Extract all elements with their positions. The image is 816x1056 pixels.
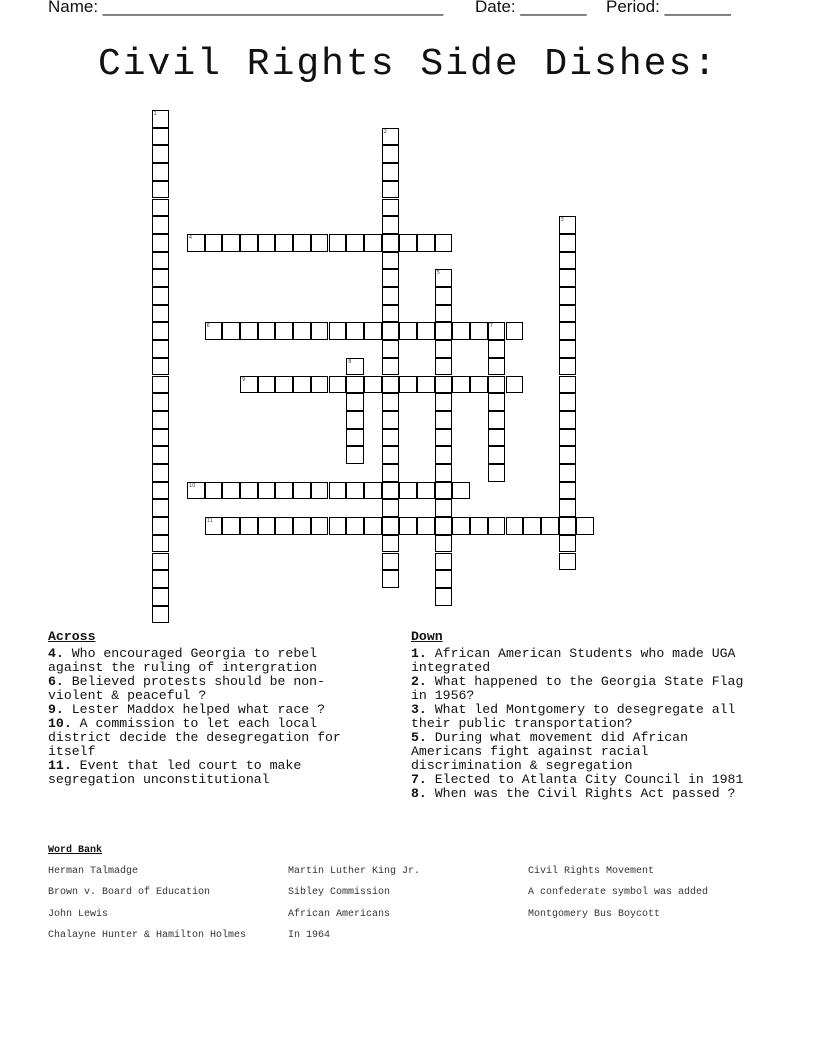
crossword-cell[interactable] [152, 145, 170, 163]
crossword-cell[interactable] [559, 287, 577, 305]
across-clues [48, 630, 370, 787]
cell-number: 11 [206, 518, 213, 525]
down-clue [411, 787, 756, 801]
crossword-cell[interactable] [311, 234, 329, 252]
word-bank-item: African Americans [288, 909, 391, 920]
crossword-cell[interactable] [382, 358, 400, 376]
crossword-cell[interactable] [435, 393, 453, 411]
crossword-cell[interactable] [152, 535, 170, 553]
crossword-cell[interactable] [382, 269, 400, 287]
word-bank-title: Word Bank [48, 845, 103, 856]
crossword-cell[interactable] [399, 234, 417, 252]
crossword-cell[interactable] [152, 446, 170, 464]
crossword-cell[interactable] [152, 322, 170, 340]
clue-text: A commission to let each local district decide the desegregation for itself [48, 716, 341, 759]
crossword-cell[interactable] [382, 163, 400, 181]
crossword-cell[interactable] [488, 340, 506, 358]
crossword-cell[interactable] [275, 322, 293, 340]
down-clue [411, 647, 756, 675]
date-field[interactable]: Date: _______ [475, 0, 587, 16]
crossword-cell[interactable] [417, 482, 435, 500]
crossword-cell[interactable] [559, 376, 577, 394]
crossword-cell[interactable] [382, 517, 400, 535]
crossword-cell[interactable] [435, 570, 453, 588]
clue-text: Who encouraged Georgia to rebel against the ruling of intergration [48, 646, 318, 675]
crossword-cell[interactable] [152, 305, 170, 323]
crossword-cell[interactable] [382, 145, 400, 163]
crossword-cell[interactable] [559, 234, 577, 252]
crossword-cell[interactable] [382, 535, 400, 553]
crossword-cell[interactable] [382, 499, 400, 517]
word-bank-item: A confederate symbol was added [528, 887, 709, 898]
crossword-cell[interactable] [435, 322, 453, 340]
crossword-cell[interactable] [399, 322, 417, 340]
crossword-cell[interactable] [275, 376, 293, 394]
crossword-cell[interactable] [152, 181, 170, 199]
page-title: Civil Rights Side Dishes: [97, 43, 719, 86]
word-bank-item: Montgomery Bus Boycott [528, 909, 661, 920]
crossword-cell[interactable] [346, 446, 364, 464]
crossword-cell[interactable] [222, 322, 240, 340]
crossword-cell[interactable] [222, 234, 240, 252]
crossword-cell[interactable] [152, 606, 170, 624]
clue-text: Believed protests should be non-violent & peaceful ? [48, 674, 325, 703]
crossword-cell[interactable] [382, 393, 400, 411]
clue-text: African American Students who made UGA integrated [411, 646, 736, 675]
clue-number: 9. [48, 702, 64, 717]
crossword-cell[interactable] [205, 322, 223, 340]
crossword-cell[interactable] [559, 446, 577, 464]
crossword-cell[interactable] [470, 517, 488, 535]
crossword-cell[interactable] [382, 234, 400, 252]
crossword-cell[interactable] [382, 446, 400, 464]
name-field[interactable]: Name: ____________________________________ [48, 0, 444, 16]
crossword-cell[interactable] [293, 234, 311, 252]
crossword-cell[interactable] [152, 358, 170, 376]
crossword-cell[interactable] [152, 110, 170, 128]
crossword-cell[interactable] [152, 287, 170, 305]
clue-number: 5. [411, 730, 427, 745]
crossword-cell[interactable] [222, 517, 240, 535]
crossword-cell[interactable] [152, 269, 170, 287]
crossword-cell[interactable] [435, 446, 453, 464]
crossword-cell[interactable] [559, 252, 577, 270]
crossword-cell[interactable] [346, 234, 364, 252]
crossword-cell[interactable] [417, 376, 435, 394]
clue-text: Elected to Atlanta City Council in 1981 [426, 772, 744, 787]
crossword-cell[interactable] [559, 535, 577, 553]
crossword-cell[interactable] [559, 517, 577, 535]
crossword-cell[interactable] [559, 216, 577, 234]
crossword-cell[interactable] [258, 482, 276, 500]
crossword-cell[interactable] [435, 464, 453, 482]
crossword-cell[interactable] [346, 482, 364, 500]
crossword-cell[interactable] [382, 322, 400, 340]
crossword-cell[interactable] [382, 216, 400, 234]
crossword-cell[interactable] [187, 234, 205, 252]
clue-text: When was the Civil Rights Act passed ? [426, 786, 736, 801]
crossword-cell[interactable] [488, 411, 506, 429]
down-clue-list [411, 647, 756, 801]
crossword-cell[interactable] [559, 411, 577, 429]
crossword-cell[interactable] [488, 376, 506, 394]
crossword-cell[interactable] [258, 234, 276, 252]
crossword-cell[interactable] [559, 269, 577, 287]
crossword-cell[interactable] [435, 376, 453, 394]
across-clue [48, 675, 370, 703]
crossword-cell[interactable] [382, 429, 400, 447]
crossword-cell[interactable] [382, 570, 400, 588]
crossword-cell[interactable] [152, 128, 170, 146]
clue-number: 1. [411, 646, 427, 661]
down-clue [411, 703, 756, 731]
cell-number: 9 [242, 376, 246, 383]
crossword-cell[interactable] [240, 234, 258, 252]
crossword-cell[interactable] [346, 393, 364, 411]
crossword-cell[interactable] [152, 234, 170, 252]
crossword-cell[interactable] [382, 199, 400, 217]
crossword-cell[interactable] [435, 535, 453, 553]
down-clues [411, 630, 756, 801]
word-bank-item: Herman Talmadge [48, 866, 139, 877]
word-bank-item: In 1964 [288, 930, 331, 941]
cell-number: 8 [348, 358, 352, 365]
crossword-cell[interactable] [205, 517, 223, 535]
crossword-cell[interactable] [488, 393, 506, 411]
crossword-cell[interactable] [152, 340, 170, 358]
crossword-cell[interactable] [240, 322, 258, 340]
crossword-cell[interactable] [382, 376, 400, 394]
crossword-cell[interactable] [576, 517, 594, 535]
crossword-cell[interactable] [275, 234, 293, 252]
crossword-cell[interactable] [346, 376, 364, 394]
crossword-cell[interactable] [346, 358, 364, 376]
cell-number: 6 [206, 323, 210, 330]
period-field[interactable]: Period: _______ [606, 0, 731, 16]
crossword-cell[interactable] [364, 322, 382, 340]
crossword-cell[interactable] [382, 482, 400, 500]
crossword-cell[interactable] [435, 411, 453, 429]
crossword-cell[interactable] [311, 322, 329, 340]
crossword-cell[interactable] [435, 482, 453, 500]
crossword-cell[interactable] [523, 517, 541, 535]
clue-number: 3. [411, 702, 427, 717]
crossword-cell[interactable] [329, 322, 347, 340]
crossword-cell[interactable] [559, 464, 577, 482]
clue-text: Lester Maddox helped what race ? [63, 702, 325, 717]
crossword-cell[interactable] [364, 482, 382, 500]
crossword-cell[interactable] [470, 376, 488, 394]
crossword-cell[interactable] [152, 570, 170, 588]
cell-number: 5 [436, 270, 440, 277]
crossword-cell[interactable] [435, 305, 453, 323]
crossword-cell[interactable] [329, 482, 347, 500]
crossword-cell[interactable] [559, 393, 577, 411]
crossword-cell[interactable] [152, 464, 170, 482]
crossword-cell[interactable] [488, 464, 506, 482]
crossword-cell[interactable] [329, 376, 347, 394]
clue-number: 4. [48, 646, 64, 661]
crossword-cell[interactable] [293, 376, 311, 394]
crossword-cell[interactable] [506, 517, 524, 535]
crossword-cell[interactable] [506, 376, 524, 394]
crossword-cell[interactable] [506, 322, 524, 340]
crossword-cell[interactable] [435, 429, 453, 447]
down-heading: Down [411, 629, 443, 644]
crossword-cell[interactable] [559, 499, 577, 517]
clue-text: What happened to the Georgia State Flag in 1956? [411, 674, 744, 703]
cell-number: 4 [188, 234, 193, 241]
across-clue-list [48, 647, 370, 787]
crossword-cell[interactable] [329, 517, 347, 535]
crossword-cell[interactable] [382, 252, 400, 270]
crossword-cell[interactable] [435, 517, 453, 535]
crossword-cell[interactable] [435, 499, 453, 517]
clue-text: Event that led court to make segregation unconstitutional [48, 758, 302, 787]
crossword-cell[interactable] [382, 305, 400, 323]
crossword-cell[interactable] [364, 376, 382, 394]
crossword-cell[interactable] [258, 517, 276, 535]
crossword-cell[interactable] [435, 269, 453, 287]
crossword-cell[interactable] [435, 287, 453, 305]
crossword-cell[interactable] [275, 482, 293, 500]
crossword-cell[interactable] [346, 411, 364, 429]
crossword-cell[interactable] [275, 517, 293, 535]
crossword-cell[interactable] [152, 411, 170, 429]
across-heading: Across [48, 629, 96, 644]
clue-number: 7. [411, 772, 427, 787]
crossword-cell[interactable] [488, 322, 506, 340]
clue-number: 2. [411, 674, 427, 689]
crossword-cell[interactable] [488, 358, 506, 376]
cell-number: 7 [489, 323, 493, 330]
crossword-cell[interactable] [346, 322, 364, 340]
crossword-cell[interactable] [488, 446, 506, 464]
crossword-cell[interactable] [258, 376, 276, 394]
crossword-cell[interactable] [205, 482, 223, 500]
word-bank-item: Sibley Commission [288, 887, 391, 898]
crossword-cell[interactable] [541, 517, 559, 535]
down-clue [411, 675, 756, 703]
crossword-cell[interactable] [152, 252, 170, 270]
crossword-cell[interactable] [399, 376, 417, 394]
cell-number: 3 [560, 217, 564, 224]
crossword-cell[interactable] [452, 322, 470, 340]
crossword-cell[interactable] [382, 128, 400, 146]
crossword-cell[interactable] [559, 429, 577, 447]
word-bank-item: John Lewis [48, 909, 109, 920]
crossword-cell[interactable] [382, 411, 400, 429]
crossword-cell[interactable] [240, 376, 258, 394]
across-clue [48, 759, 370, 787]
clue-number: 10. [48, 716, 72, 731]
cell-number: 2 [383, 128, 387, 135]
crossword-cell[interactable] [293, 322, 311, 340]
cell-number: 10 [188, 482, 196, 489]
crossword-cell[interactable] [559, 340, 577, 358]
crossword-cell[interactable] [152, 393, 170, 411]
crossword-cell[interactable] [258, 322, 276, 340]
crossword-cell[interactable] [470, 322, 488, 340]
crossword-cell[interactable] [559, 553, 577, 571]
clue-number: 6. [48, 674, 64, 689]
down-clue [411, 773, 756, 787]
crossword-cell[interactable] [240, 517, 258, 535]
crossword-cell[interactable] [399, 482, 417, 500]
word-bank-item: Brown v. Board of Education [48, 887, 211, 898]
crossword-cell[interactable] [152, 199, 170, 217]
crossword-cell[interactable] [559, 358, 577, 376]
crossword-cell[interactable] [382, 464, 400, 482]
crossword-cell[interactable] [417, 322, 435, 340]
crossword-cell[interactable] [222, 482, 240, 500]
crossword-cell[interactable] [488, 517, 506, 535]
crossword-cell[interactable] [435, 358, 453, 376]
crossword-cell[interactable] [152, 517, 170, 535]
crossword-cell[interactable] [559, 305, 577, 323]
across-clue [48, 717, 370, 759]
crossword-cell[interactable] [559, 482, 577, 500]
word-bank-item: Chalayne Hunter & Hamilton Holmes [48, 930, 247, 941]
crossword-cell[interactable] [293, 517, 311, 535]
crossword-cell[interactable] [382, 287, 400, 305]
crossword-cell[interactable] [452, 482, 470, 500]
clue-text: During what movement did African Americans fight against racial discrimination & segregation [411, 730, 688, 773]
clue-number: 8. [411, 786, 427, 801]
crossword-cell[interactable] [293, 482, 311, 500]
crossword-cell[interactable] [382, 553, 400, 571]
crossword-cell[interactable] [452, 376, 470, 394]
crossword-cell[interactable] [311, 482, 329, 500]
crossword-cell[interactable] [435, 340, 453, 358]
crossword-cell[interactable] [559, 322, 577, 340]
crossword-cell[interactable] [417, 517, 435, 535]
crossword-cell[interactable] [311, 517, 329, 535]
crossword-cell[interactable] [417, 234, 435, 252]
clue-number: 11. [48, 758, 72, 773]
crossword-cell[interactable] [240, 482, 258, 500]
crossword-cell[interactable] [435, 588, 453, 606]
crossword-cell[interactable] [311, 376, 329, 394]
crossword-cell[interactable] [382, 340, 400, 358]
crossword-cell[interactable] [382, 181, 400, 199]
crossword-cell[interactable] [152, 216, 170, 234]
crossword-cell[interactable] [152, 499, 170, 517]
crossword-cell[interactable] [205, 234, 223, 252]
crossword-cell[interactable] [435, 234, 453, 252]
crossword-cell[interactable] [488, 429, 506, 447]
down-clue [411, 731, 756, 773]
crossword-cell[interactable] [452, 517, 470, 535]
across-clue [48, 703, 370, 717]
crossword-cell[interactable] [152, 588, 170, 606]
crossword-cell[interactable] [152, 482, 170, 500]
clue-text: What led Montgomery to desegregate all their public transportation? [411, 702, 736, 731]
crossword-cell[interactable] [152, 163, 170, 181]
crossword-cell[interactable] [346, 429, 364, 447]
crossword-cell[interactable] [329, 234, 347, 252]
crossword-cell[interactable] [152, 429, 170, 447]
crossword-cell[interactable] [364, 234, 382, 252]
crossword-cell[interactable] [152, 553, 170, 571]
crossword-cell[interactable] [187, 482, 205, 500]
crossword-cell[interactable] [364, 517, 382, 535]
cell-number: 1 [153, 111, 157, 117]
across-clue [48, 647, 370, 675]
crossword-cell[interactable] [435, 553, 453, 571]
crossword-cell[interactable] [152, 376, 170, 394]
crossword-cell[interactable] [399, 517, 417, 535]
word-bank-item: Civil Rights Movement [528, 866, 655, 877]
word-bank-item: Martin Luther King Jr. [288, 866, 421, 877]
crossword-cell[interactable] [346, 517, 364, 535]
